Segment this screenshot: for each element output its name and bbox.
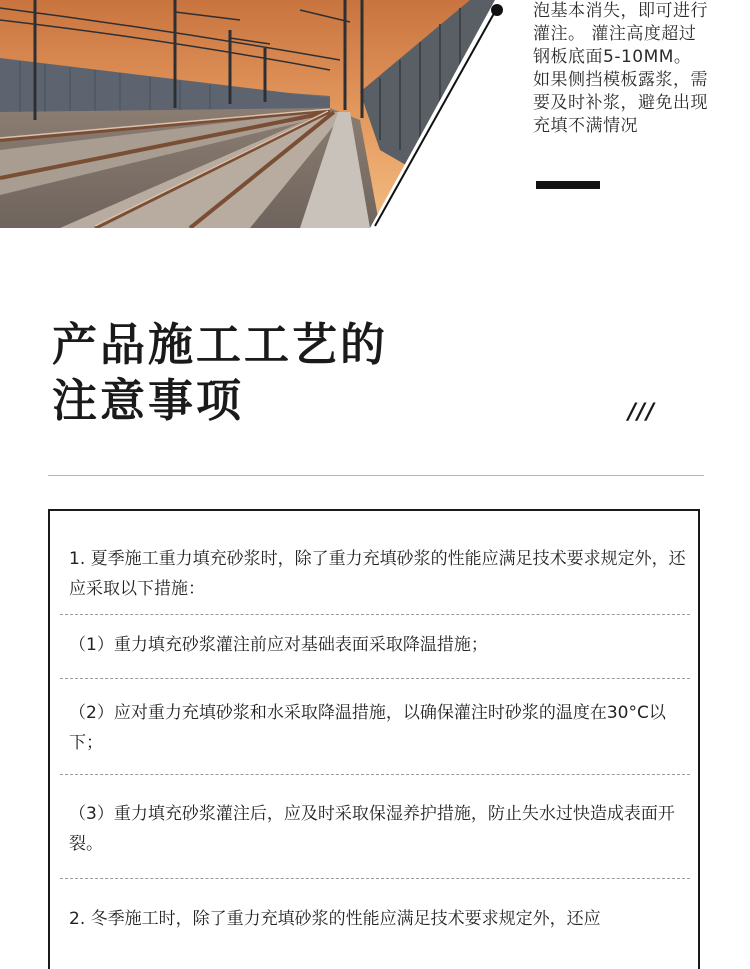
hero-description: [533, 0, 743, 138]
hero-line: 灌注。 灌注高度超过: [533, 24, 697, 44]
dashed-divider: [60, 614, 690, 615]
divider-line: [48, 475, 704, 476]
dashed-divider: [60, 774, 690, 775]
note-paragraph-1: 1. 夏季施工重力填充砂浆时，除了重力充填砂浆的性能应满足技术要求规定外，还应采取以下措施：: [69, 549, 686, 599]
section-title-line1: 产品施工工艺的: [52, 318, 389, 371]
hero-line: 泡基本消失，即可进行: [533, 1, 708, 21]
hero-line: 如果侧挡模板露浆，需: [533, 70, 708, 90]
hero-line: 要及时补浆，避免出现: [533, 93, 708, 113]
note-paragraph-2: （1）重力填充砂浆灌注前应对基础表面采取降温措施；: [69, 635, 488, 655]
notes-box: [48, 509, 700, 969]
note-paragraph-4: （3）重力填充砂浆灌注后，应及时采取保湿养护措施，防止失水过快造成表面开裂。: [69, 804, 675, 854]
hero-line: 充填不满情况: [533, 116, 638, 136]
dashed-divider: [60, 878, 690, 879]
decor-slashes: ///: [628, 400, 656, 425]
hero-line: 钢板底面5-10MM。: [533, 47, 692, 67]
railway-photo: [0, 0, 515, 228]
hero-section: [0, 0, 750, 230]
section-title: [52, 317, 388, 429]
note-paragraph-5: 2. 冬季施工时，除了重力充填砂浆的性能应满足技术要求规定外，还应: [69, 909, 601, 929]
accent-bar: [536, 181, 600, 189]
note-paragraph-3: （2）应对重力充填砂浆和水采取降温措施，以确保灌注时砂浆的温度在30°C以下；: [69, 703, 666, 753]
dashed-divider: [60, 678, 690, 679]
section-title-line2: 注意事项: [52, 374, 245, 427]
